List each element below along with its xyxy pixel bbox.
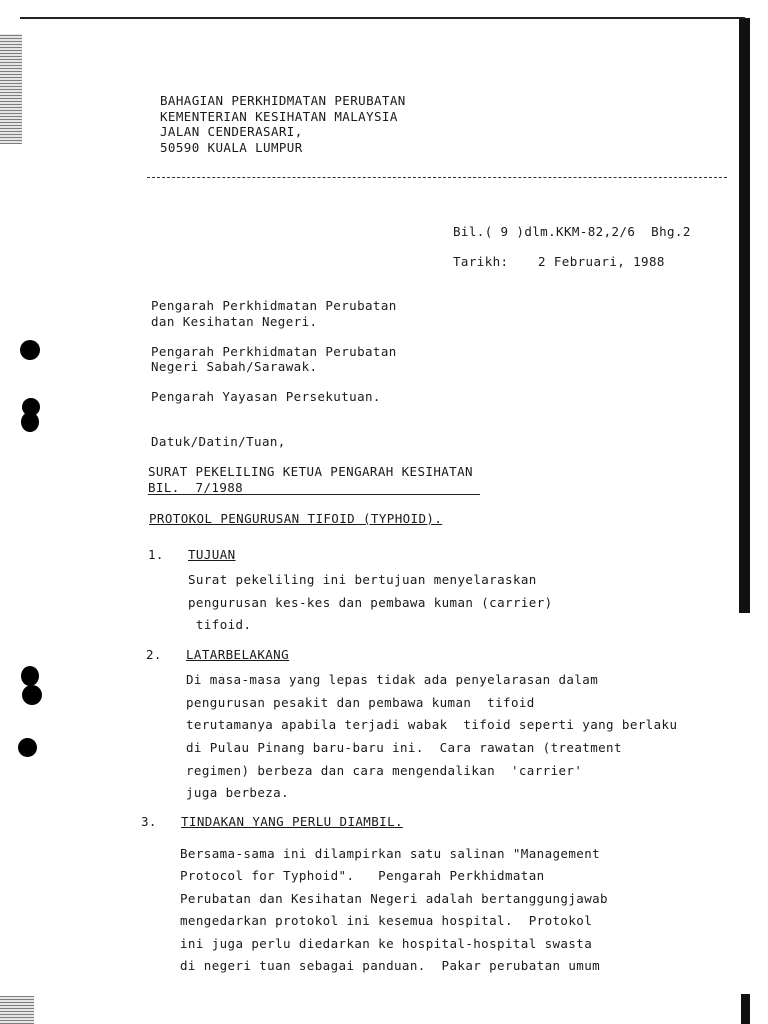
punch-hole: [18, 738, 37, 757]
letterhead-divider: [147, 177, 727, 178]
punch-hole: [21, 412, 39, 432]
punch-hole: [22, 685, 42, 705]
section-line: mengedarkan protokol ini kesemua hospital. Protokol: [180, 913, 593, 928]
section-line: regimen) berbeza dan cara mengendalikan 'carrier': [186, 763, 583, 778]
section-line: pengurusan pesakit dan pembawa kuman tifoid: [186, 695, 535, 710]
section-line: di Pulau Pinang baru-baru ini. Cara rawatan (treatment: [186, 740, 622, 755]
punch-hole: [21, 666, 39, 686]
section-line: di negeri tuan sebagai panduan. Pakar perubatan umum: [180, 958, 601, 973]
section-line: juga berbeza.: [186, 785, 290, 800]
recipient-line: Pengarah Perkhidmatan Perubatan: [151, 298, 397, 313]
recipient-line: Negeri Sabah/Sarawak.: [151, 359, 318, 374]
section-line: ini juga perlu diedarkan ke hospital-hospital swasta: [180, 936, 593, 951]
letterhead-line: BAHAGIAN PERKHIDMATAN PERUBATAN: [160, 93, 406, 108]
circular-title: SURAT PEKELILING KETUA PENGARAH KESIHATAN: [148, 464, 473, 479]
section-number: 3.: [141, 814, 157, 829]
section-heading: TINDAKAN YANG PERLU DIAMBIL.: [181, 814, 403, 829]
reference-number: Bil.( 9 )dlm.KKM-82,2/6 Bhg.2: [453, 224, 691, 239]
section-line: pengurusan kes-kes dan pembawa kuman (carrier): [188, 595, 553, 610]
punch-hole: [20, 340, 40, 360]
recipient-line: dan Kesihatan Negeri.: [151, 314, 318, 329]
section-line: terutamanya apabila terjadi wabak tifoid seperti yang berlaku: [186, 717, 678, 732]
scan-top-edge: [20, 17, 745, 19]
section-line: Perubatan dan Kesihatan Negeri adalah bertanggungjawab: [180, 891, 608, 906]
recipient-line: Pengarah Perkhidmatan Perubatan: [151, 344, 397, 359]
letterhead-line: KEMENTERIAN KESIHATAN MALAYSIA: [160, 109, 398, 124]
salutation: Datuk/Datin/Tuan,: [151, 434, 286, 449]
scan-edge-right: [739, 18, 750, 613]
recipient-line: Pengarah Yayasan Persekutuan.: [151, 389, 381, 404]
letterhead-line: JALAN CENDERASARI,: [160, 124, 303, 139]
scan-noise-bottom-left: [0, 996, 34, 1024]
section-line: Protocol for Typhoid". Pengarah Perkhidmatan: [180, 868, 545, 883]
date-value: 2 Februari, 1988: [538, 254, 665, 269]
section-heading: TUJUAN: [188, 547, 236, 562]
section-number: 1.: [148, 547, 164, 562]
letterhead-line: 50590 KUALA LUMPUR: [160, 140, 303, 155]
subject-heading: PROTOKOL PENGURUSAN TIFOID (TYPHOID).: [149, 511, 443, 526]
section-line: Surat pekeliling ini bertujuan menyelaraskan: [188, 572, 537, 587]
scan-edge-right-bottom: [741, 994, 750, 1024]
section-line: Di masa-masa yang lepas tidak ada penyelarasan dalam: [186, 672, 599, 687]
section-line: tifoid.: [188, 617, 252, 632]
section-heading: LATARBELAKANG: [186, 647, 290, 662]
section-number: 2.: [146, 647, 162, 662]
circular-number: BIL. 7/1988: [148, 480, 244, 495]
scan-noise-top-left: [0, 34, 22, 144]
date-label: Tarikh:: [453, 254, 509, 269]
circular-underline: [148, 494, 480, 495]
section-line: Bersama-sama ini dilampirkan satu salinan "Management: [180, 846, 601, 861]
